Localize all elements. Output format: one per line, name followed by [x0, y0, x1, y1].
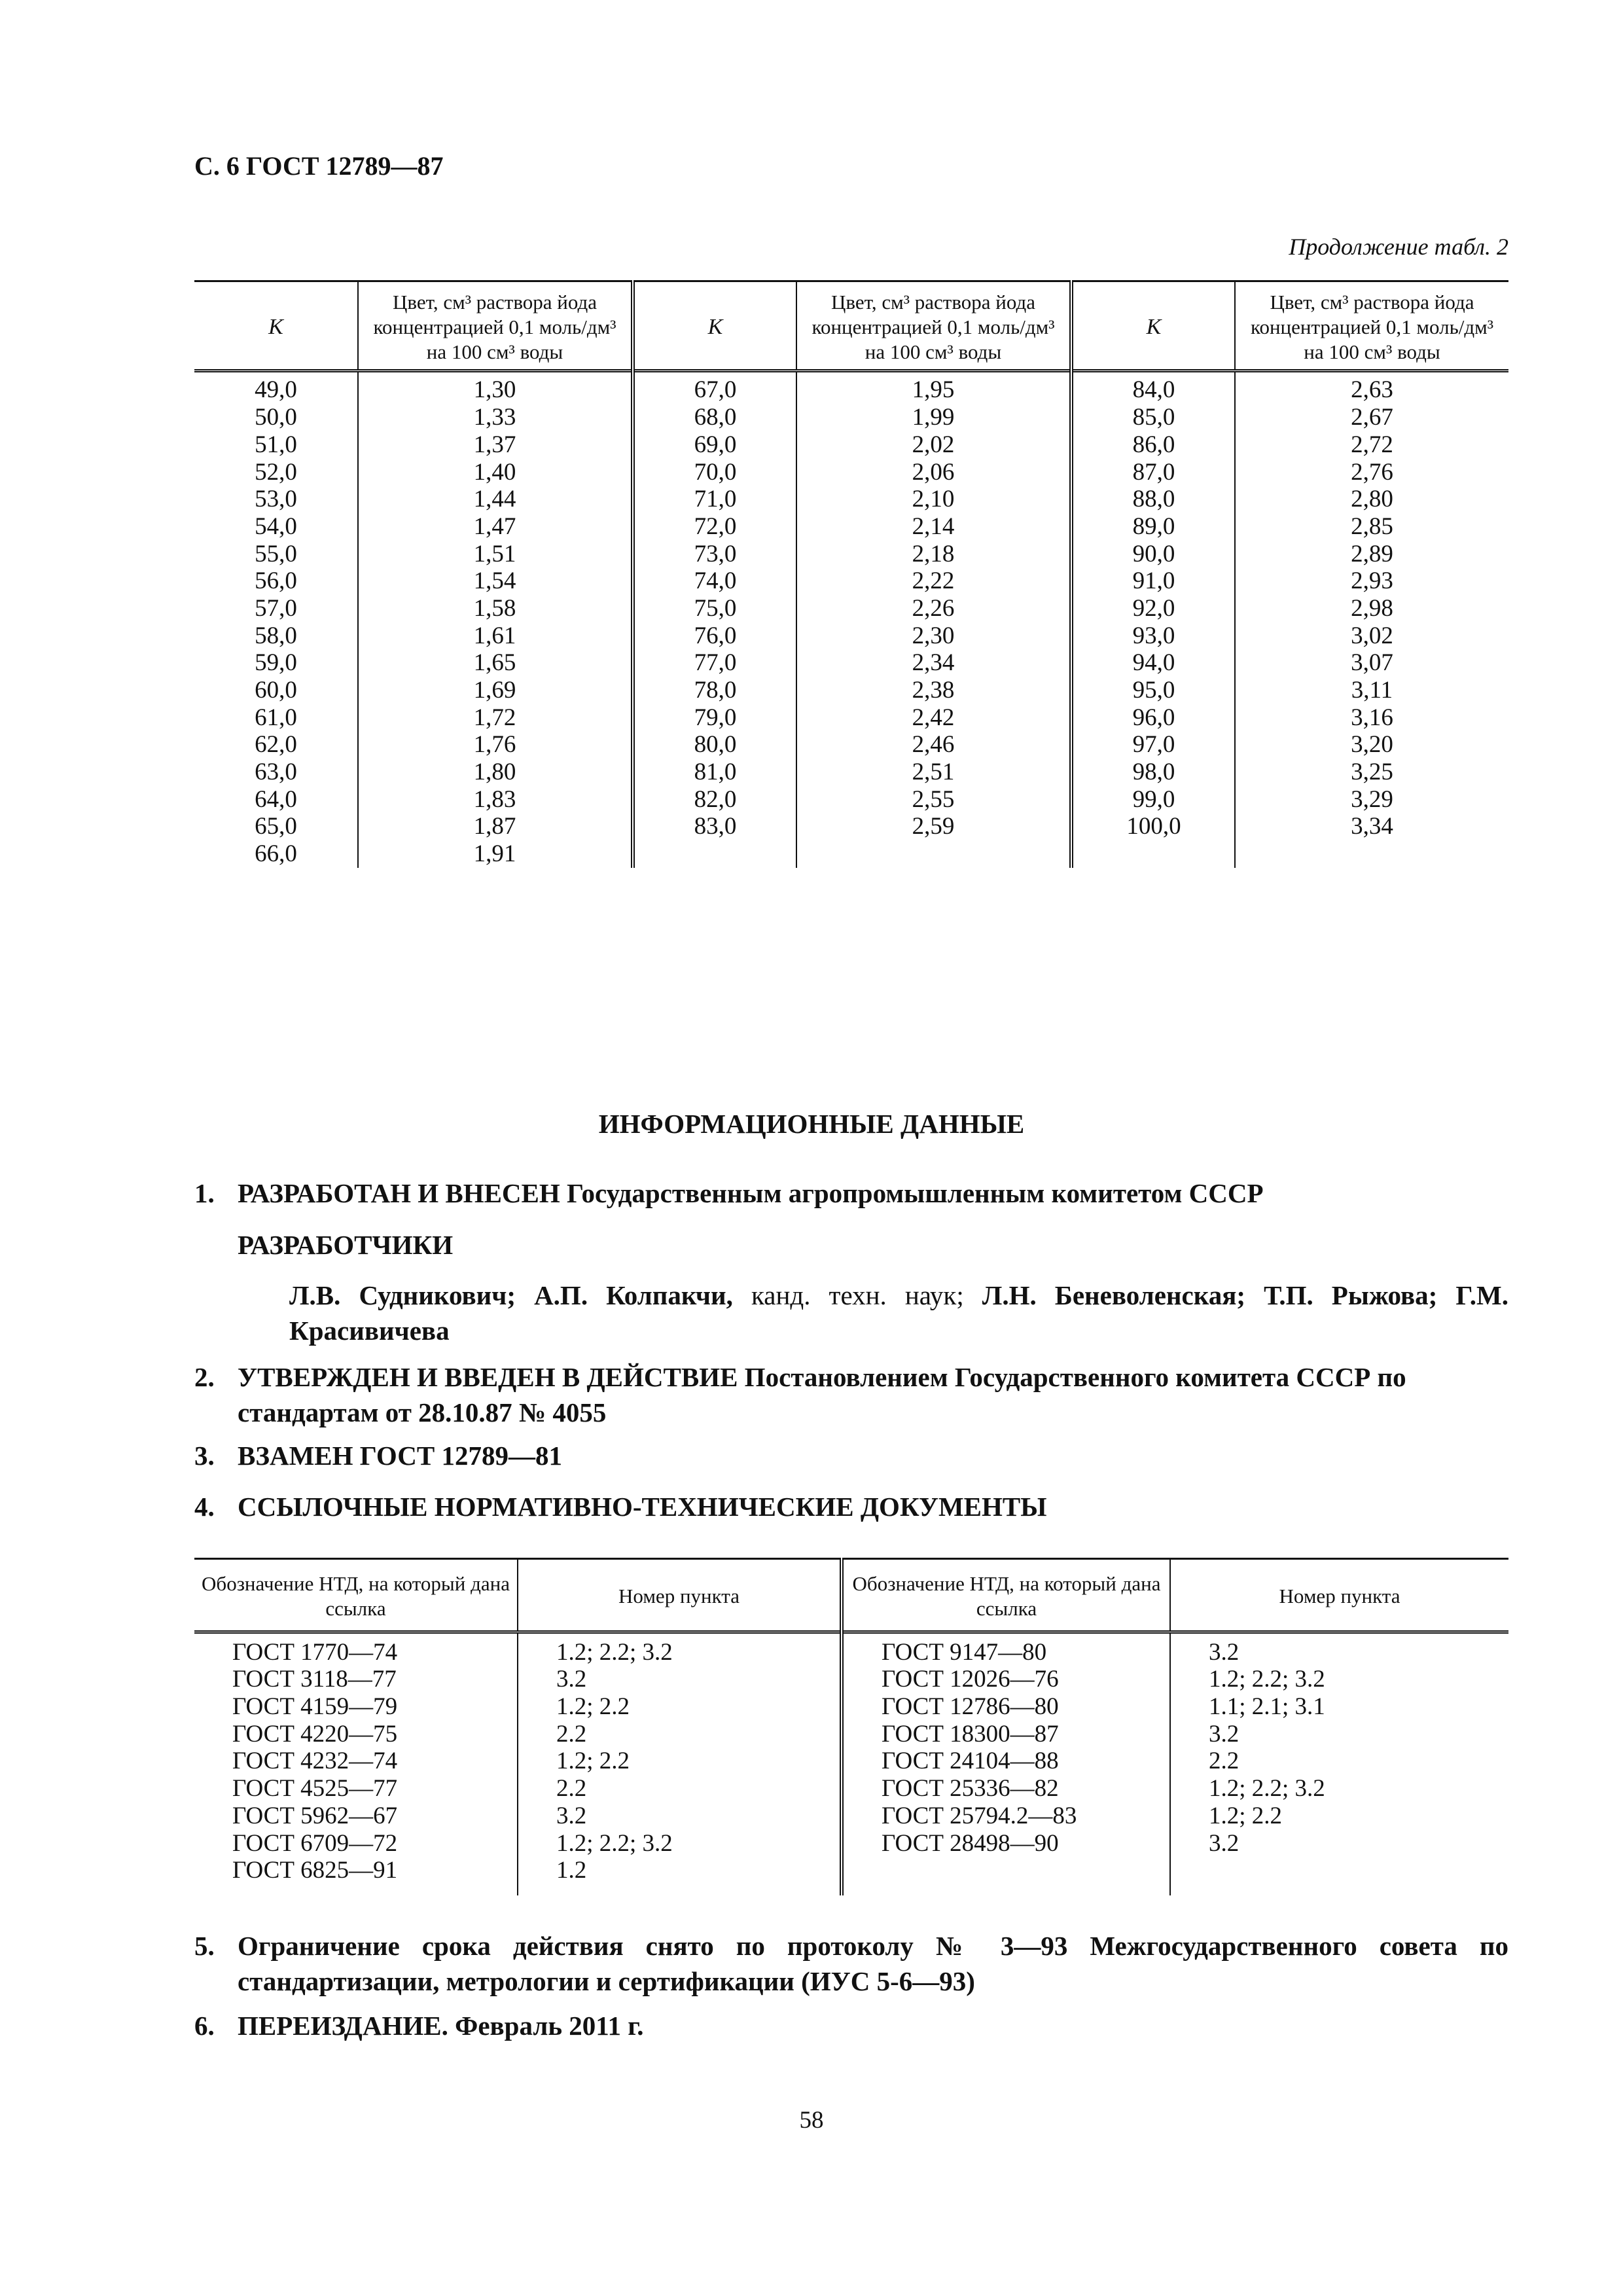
table-cell: 67,0 — [694, 376, 737, 404]
table-cell: 2,10 — [912, 486, 955, 513]
table-cell: 93,0 — [1132, 622, 1175, 649]
table-cell: 55,0 — [255, 540, 297, 567]
info-item-1 — [194, 1175, 1508, 1211]
table-cell: 51,0 — [255, 431, 297, 458]
developers-list — [289, 1278, 1508, 1348]
table-cell: 1,80 — [473, 759, 516, 786]
table-cell: 50,0 — [255, 404, 297, 431]
page-number: 58 — [799, 2107, 824, 2134]
table-cell: ГОСТ 5962—67 — [232, 1802, 398, 1829]
table-cell: 83,0 — [694, 813, 737, 840]
doc-column — [194, 1632, 518, 1895]
table-cell: 49,0 — [255, 376, 297, 404]
table-cell: 1,65 — [473, 649, 516, 677]
table-cell: 1.2; 2.2 — [556, 1748, 630, 1775]
k-column — [633, 371, 796, 868]
table-cell: 69,0 — [694, 431, 737, 458]
table-cell: 68,0 — [694, 404, 737, 431]
table-cell: 62,0 — [255, 731, 297, 759]
info-item-3 — [194, 1438, 1508, 1473]
item-column — [518, 1632, 842, 1895]
table-cell: 75,0 — [694, 594, 737, 622]
table-cell: 1.2; 2.2; 3.2 — [556, 1829, 673, 1857]
table-cell: 92,0 — [1132, 594, 1175, 622]
table-cell: 95,0 — [1132, 677, 1175, 704]
developers-names-a: Л.В. Судникович; А.П. Колпакчи, — [289, 1280, 733, 1310]
table-cell: 90,0 — [1132, 540, 1175, 567]
table-cell: 2,34 — [912, 649, 955, 677]
color-column — [1235, 371, 1508, 868]
table-cell: 1,83 — [473, 785, 516, 813]
table-cell: ГОСТ 4220—75 — [232, 1720, 398, 1748]
table-cell: 3,11 — [1351, 677, 1393, 704]
table-cell: 100,0 — [1126, 813, 1181, 840]
col-header-doc: Обозначение НТД, на который дана ссылка — [842, 1559, 1170, 1632]
table-cell: ГОСТ 1770—74 — [232, 1638, 398, 1666]
table-cell: 2,02 — [912, 431, 955, 458]
table-cell: 2,85 — [1351, 512, 1393, 540]
table-cell: 52,0 — [255, 458, 297, 486]
table-cell: 1,69 — [473, 677, 516, 704]
table-cell: 3.2 — [556, 1802, 587, 1829]
table-cell: 1,58 — [473, 594, 516, 622]
table-cell: 97,0 — [1132, 731, 1175, 759]
col-header-k: K — [1071, 281, 1235, 371]
table-cell: 96,0 — [1132, 704, 1175, 731]
table-cell: ГОСТ 24104—88 — [882, 1748, 1059, 1775]
table-cell: 2,51 — [912, 759, 955, 786]
table-cell: 2,72 — [1351, 431, 1393, 458]
table-cell: 2,42 — [912, 704, 955, 731]
table-cell: 1.2; 2.2; 3.2 — [1209, 1775, 1325, 1803]
table-cell: ГОСТ 25336—82 — [882, 1775, 1059, 1803]
table-cell: 73,0 — [694, 540, 737, 567]
table-cell: 3.2 — [1209, 1638, 1240, 1666]
col-header-doc: Обозначение НТД, на который дана ссылка — [194, 1559, 518, 1632]
table-cell: 98,0 — [1132, 759, 1175, 786]
table-cell: 2,46 — [912, 731, 955, 759]
table-cell: 77,0 — [694, 649, 737, 677]
table-cell: 1,91 — [473, 840, 516, 868]
table-cell: 2,55 — [912, 785, 955, 813]
table-cell: 2,80 — [1351, 486, 1393, 513]
table-cell: 2,89 — [1351, 540, 1393, 567]
table-cell: 3,07 — [1351, 649, 1393, 677]
developers-label: РАЗРАБОТЧИКИ — [238, 1230, 454, 1260]
info-item-6 — [194, 2008, 1508, 2043]
table-cell: 3.2 — [1209, 1720, 1240, 1748]
item-text: ВЗАМЕН ГОСТ 12789—81 — [238, 1441, 562, 1471]
k-column — [194, 371, 358, 868]
table-cell: 2.2 — [556, 1720, 587, 1748]
table-cell: 60,0 — [255, 677, 297, 704]
table-cell: 1,51 — [473, 540, 516, 567]
col-header-color: Цвет, см³ раствора йода концентрацией 0,1 моль/дм³ на 100 см³ воды — [1235, 281, 1508, 371]
table-cell: 84,0 — [1132, 376, 1175, 404]
table-cell: 82,0 — [694, 785, 737, 813]
table-cell: 1,61 — [473, 622, 516, 649]
table-cell: 89,0 — [1132, 512, 1175, 540]
table-cell: 3,16 — [1351, 704, 1393, 731]
table-cell: 58,0 — [255, 622, 297, 649]
table-cell: 2,38 — [912, 677, 955, 704]
table-cell: 1.2; 2.2; 3.2 — [1209, 1666, 1325, 1693]
table-cell: 1.2 — [556, 1857, 587, 1884]
table-cell: 2,06 — [912, 458, 955, 486]
table-cell: 2,67 — [1351, 404, 1393, 431]
table-cell: 1,33 — [473, 404, 516, 431]
table-cell: 1,37 — [473, 431, 516, 458]
table-cell: 74,0 — [694, 567, 737, 595]
col-header-k: K — [633, 281, 796, 371]
table-cell: 2,30 — [912, 622, 955, 649]
table-cell: 94,0 — [1132, 649, 1175, 677]
table-cell: 2,63 — [1351, 376, 1393, 404]
table-cell: 2,59 — [912, 813, 955, 840]
table-cell: 66,0 — [255, 840, 297, 868]
developers-names-b: Л.Н. Беневоленская; Т.П. Рыжова; Г.М. Красивичева — [289, 1280, 1509, 1346]
table-continuation-label: Продолжение табл. 2 — [1289, 234, 1508, 260]
table-cell: ГОСТ 4232—74 — [232, 1748, 398, 1775]
color-column — [358, 371, 633, 868]
table-cell: 3,02 — [1351, 622, 1393, 649]
table-cell: 1,72 — [473, 704, 516, 731]
table-cell: 99,0 — [1132, 785, 1175, 813]
table-cell: 3,34 — [1351, 813, 1393, 840]
developers-degree: канд. техн. наук; — [732, 1280, 982, 1310]
item-text: УТВЕРЖДЕН И ВВЕДЕН В ДЕЙСТВИЕ Постановлением Государственного комитета СССР по стандартам от 28.10.87 № 4055 — [238, 1362, 1406, 1427]
item-text: ПЕРЕИЗДАНИЕ. Февраль 2011 г. — [238, 2011, 644, 2041]
table-cell: 1.1; 2.1; 3.1 — [1209, 1693, 1325, 1721]
table-cell: 1,95 — [912, 376, 955, 404]
iodine-color-table — [194, 280, 1508, 868]
table-cell: 2.2 — [1209, 1748, 1240, 1775]
table-cell: 72,0 — [694, 512, 737, 540]
col-header-k: K — [194, 281, 358, 371]
table-cell: 57,0 — [255, 594, 297, 622]
table-cell: 54,0 — [255, 512, 297, 540]
table-cell: ГОСТ 4525—77 — [232, 1775, 398, 1803]
table-cell: 59,0 — [255, 649, 297, 677]
page-header: С. 6 ГОСТ 12789—87 — [194, 151, 444, 181]
table-cell: 3,20 — [1351, 731, 1393, 759]
table-cell: ГОСТ 4159—79 — [232, 1693, 398, 1721]
table-cell: ГОСТ 12786—80 — [882, 1693, 1059, 1721]
table-cell: 91,0 — [1132, 567, 1175, 595]
table-cell: 3,29 — [1351, 785, 1393, 813]
table-cell: 3.2 — [1209, 1829, 1240, 1857]
k-column — [1071, 371, 1235, 868]
table-cell: 85,0 — [1132, 404, 1175, 431]
col-header-color: Цвет, см³ раствора йода концентрацией 0,1 моль/дм³ на 100 см³ воды — [358, 281, 633, 371]
table-cell: 56,0 — [255, 567, 297, 595]
table-cell: 1,76 — [473, 731, 516, 759]
info-item-2 — [194, 1359, 1508, 1430]
table-cell: 88,0 — [1132, 486, 1175, 513]
table-cell: 2,18 — [912, 540, 955, 567]
table-cell: 80,0 — [694, 731, 737, 759]
table-cell: 1,47 — [473, 512, 516, 540]
table-cell: 3.2 — [556, 1666, 587, 1693]
table-cell: 1.2; 2.2 — [1209, 1802, 1283, 1829]
item-number: 6. — [194, 2011, 215, 2041]
table-cell: ГОСТ 3118—77 — [232, 1666, 397, 1693]
item-number: 1. — [194, 1178, 215, 1208]
table-cell: 86,0 — [1132, 431, 1175, 458]
table-cell: 87,0 — [1132, 458, 1175, 486]
table-cell: ГОСТ 9147—80 — [882, 1638, 1047, 1666]
table-cell: 81,0 — [694, 759, 737, 786]
table-cell: 79,0 — [694, 704, 737, 731]
item-number: 5. — [194, 1931, 215, 1961]
info-section-title: ИНФОРМАЦИОННЫЕ ДАННЫЕ — [598, 1109, 1025, 1139]
table-cell: 2,93 — [1351, 567, 1393, 595]
col-header-item: Номер пункта — [1170, 1559, 1508, 1632]
table-cell: 2.2 — [556, 1775, 587, 1803]
doc-column — [842, 1632, 1170, 1895]
col-header-color: Цвет, см³ раствора йода концентрацией 0,1 моль/дм³ на 100 см³ воды — [796, 281, 1071, 371]
table-cell: 70,0 — [694, 458, 737, 486]
table-cell: 2,76 — [1351, 458, 1393, 486]
table-cell: 61,0 — [255, 704, 297, 731]
item-text: Ограничение срока действия снято по протоколу № 3—93 Межгосударственного совета по стандартизации, метрологии и сертификации (ИУС 5-6—93) — [238, 1931, 1508, 1996]
table-cell: 63,0 — [255, 759, 297, 786]
table-cell: 65,0 — [255, 813, 297, 840]
table-cell: ГОСТ 6709—72 — [232, 1829, 398, 1857]
table-cell: 1,40 — [473, 458, 516, 486]
table-cell: 64,0 — [255, 785, 297, 813]
item-number: 4. — [194, 1492, 215, 1522]
table-cell: 1,99 — [912, 404, 955, 431]
table-cell: 78,0 — [694, 677, 737, 704]
table-cell: 2,98 — [1351, 594, 1393, 622]
table-cell: 3,25 — [1351, 759, 1393, 786]
table-cell: 1,54 — [473, 567, 516, 595]
item-column — [1170, 1632, 1508, 1895]
table-cell: 1,44 — [473, 486, 516, 513]
table-cell: ГОСТ 18300—87 — [882, 1720, 1059, 1748]
table-cell: ГОСТ 25794.2—83 — [882, 1802, 1077, 1829]
col-header-item: Номер пункта — [518, 1559, 842, 1632]
table-cell: 2,26 — [912, 594, 955, 622]
table-cell: 71,0 — [694, 486, 737, 513]
color-column — [796, 371, 1071, 868]
table-cell: 53,0 — [255, 486, 297, 513]
table-cell: 1.2; 2.2 — [556, 1693, 630, 1721]
table-cell: 2,14 — [912, 512, 955, 540]
table-cell: 1.2; 2.2; 3.2 — [556, 1638, 673, 1666]
info-item-5 — [194, 1928, 1508, 1999]
table-cell: 76,0 — [694, 622, 737, 649]
info-item-4 — [194, 1489, 1508, 1524]
item-text: РАЗРАБОТАН И ВНЕСЕН Государственным агропромышленным комитетом СССР — [238, 1178, 1264, 1208]
table-cell: 1,87 — [473, 813, 516, 840]
table-cell: 2,22 — [912, 567, 955, 595]
table-cell: ГОСТ 6825—91 — [232, 1857, 398, 1884]
item-number: 3. — [194, 1441, 215, 1471]
item-text: ССЫЛОЧНЫЕ НОРМАТИВНО-ТЕХНИЧЕСКИЕ ДОКУМЕНТЫ — [238, 1492, 1047, 1522]
references-table — [194, 1558, 1508, 1895]
table-cell: ГОСТ 12026—76 — [882, 1666, 1059, 1693]
item-number: 2. — [194, 1362, 215, 1392]
table-cell: ГОСТ 28498—90 — [882, 1829, 1059, 1857]
table-cell: 1,30 — [473, 376, 516, 404]
